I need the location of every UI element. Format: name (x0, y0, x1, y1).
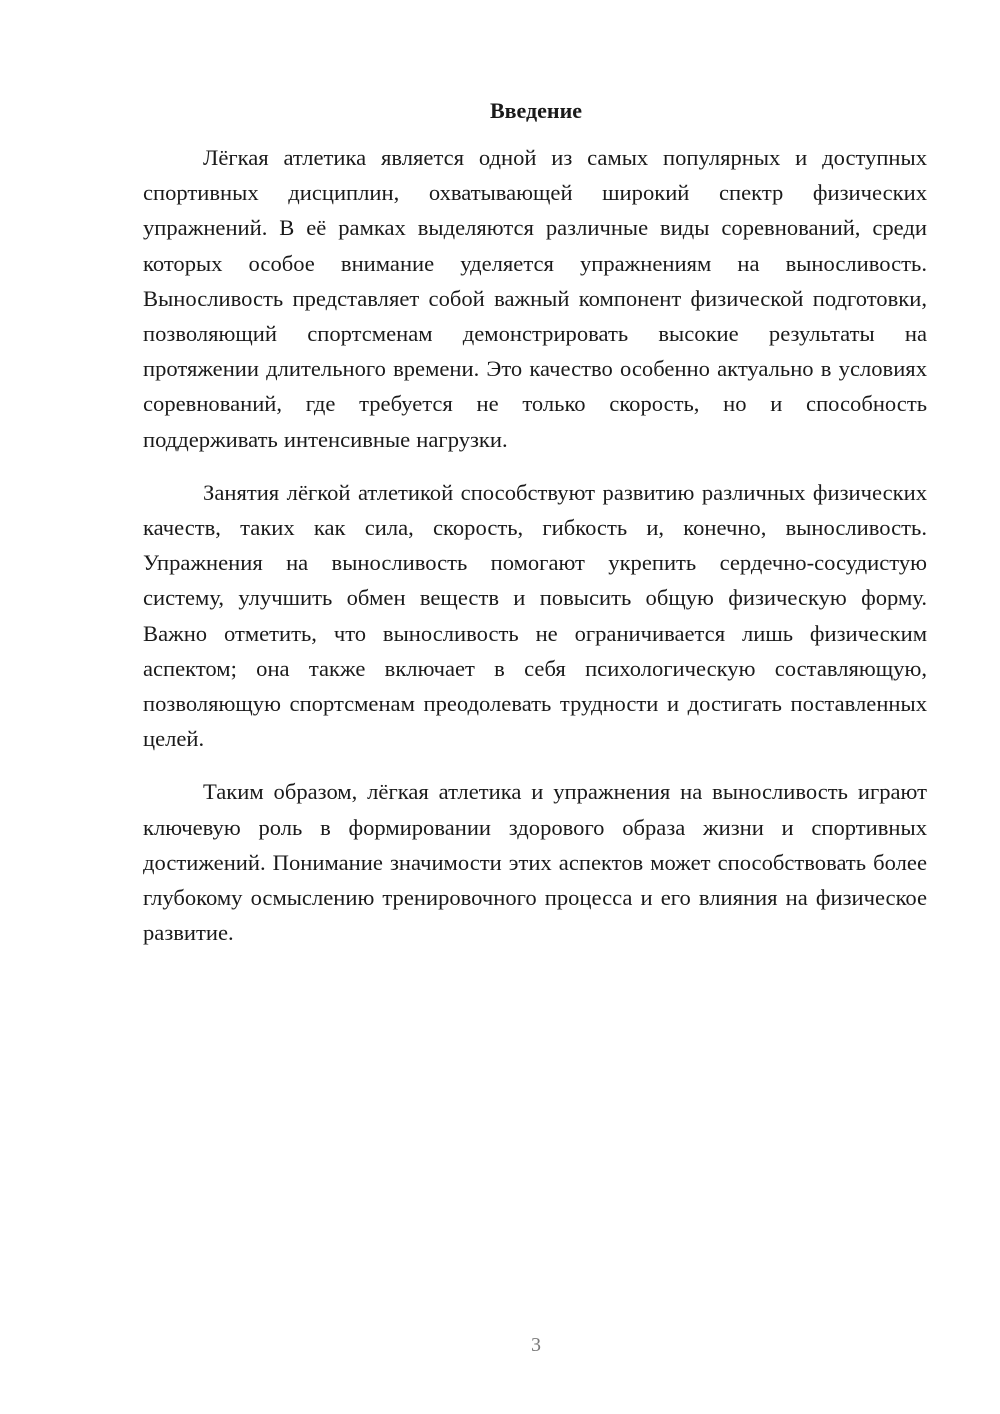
paragraph-3: Таким образом, лёгкая атлетика и упражнения на выносливость играют ключевую роль в формировании здорового образа жизни и спортивных достижений. Понимание значимости этих аспектов может способствовать более глубокому осмыслению тренировочного процесса и его влияния на физическое развитие. (143, 779, 927, 946)
section-heading: Введение (489, 98, 583, 123)
paragraph-2: Занятия лёгкой атлетикой способствуют развитию различных физических качеств, таких как сила, скорость, гибкость и, конечно, выносливость. Упражнения на выносливость помогают укрепить сердечно-сосудистую систему, улучшить обмен веществ и повысить общую физическую форму. Важно отметить, что выносливость не ограничивается лишь физическим аспектом; она также включает в себя психологическую составляющую, позволяющую спортсменам преодолевать трудности и достигать поставленных целей. (143, 479, 927, 752)
page-content (143, 96, 927, 968)
paragraph-1: Лёгкая атлетика является одной из самых популярных и доступных спортивных дисциплин, охватывающей широкий спектр физических упражнений. В её рамках выделяются различные виды соревнований, среди которых особое внимание уделяется упражнениям на выносливость. Выносливость представляет собой важный компонент физической подготовки, позволяющий спортсменам демонстрировать высокие результаты на протяжении длительного времени. Это качество особенно актуально в условиях соревнований, где требуется не только скорость, но и способность поддерживать интенсивные нагрузки. (143, 145, 927, 452)
page-number: 3 (531, 1334, 541, 1356)
